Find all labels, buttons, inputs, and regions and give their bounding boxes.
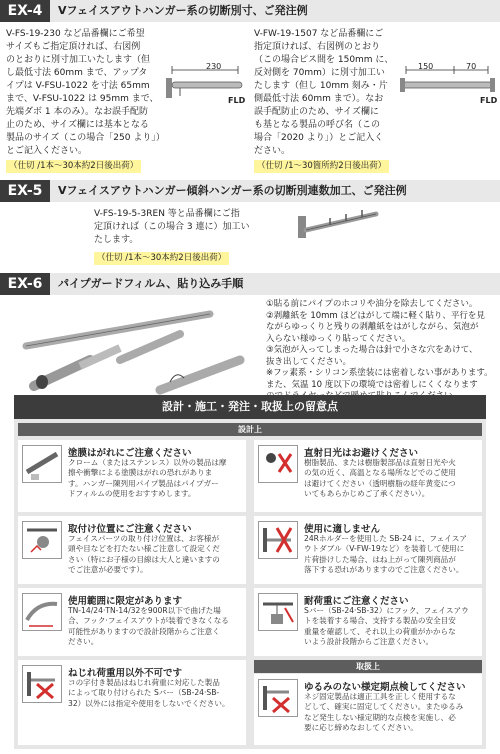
caution-body-twist: コの字付き製品はねじれ荷重に対応した製品 によって取り付けられた Sバー（SB-24·SB- 32）以外には指定や使用をしないでください。 [68, 678, 230, 708]
ex5-tag: EX-5 [0, 180, 50, 202]
caution-body-unsuitable: 24Rホルダーを使用した SB-24 に、フェイスア ウトダブル（V-FW-19など）を装着して使用に 片荷掛けした場合、はね上がって陳列商品が 落下する恐れがありますのでご注意ください。 [304, 534, 467, 574]
ex4-left-dim: 230 [206, 62, 222, 71]
ex4-right-dim2: 70 [466, 62, 477, 71]
ex6-step-3: ③気泡が入ってしまった場合は針で小さな穴をあけて、 抜き出してください。 [266, 345, 478, 367]
sun-warning-icon [258, 445, 298, 483]
ex6-title: パイプガードフィルム、貼り込み手順 [58, 277, 244, 290]
caution-body-coating: クローム（またはステンレス）以外の製品は摩 擦や衝撃による塗膜はがれの恐れがありま す。ハンガー陳列用パイプ製品はパイプガー ドフィルムの使用をおすすめします。 [68, 458, 227, 498]
ex6-step-1: ①貼る前にパイプのホコリや油分を除去してください。 [266, 299, 478, 309]
ex4-header [0, 0, 500, 22]
caution-body-inspection: ネジ固定製品は適正工具を正しく使用するな どして、確実に固定してください。またゆるみ など発生しない様定期的な点検を実施し、必 要に応じ締めなおしてください。 [304, 692, 464, 732]
ex5-header [0, 180, 500, 202]
ex4-left-note: （仕切 /1本～30本約2日後出荷） [6, 160, 141, 173]
ex6-step-2: ②剥離紙を 10mm ほどはがして端に軽く貼り、平行を見 ながらゆっくりと残りの剥離紙をはがしながら、気泡が 入らない様ゆっくり貼ってください。 [266, 310, 485, 344]
caution-title-coating: 塗膜はがれにご注意ください [68, 448, 192, 459]
ex4-right-text: V-FW-19-1507 など品番欄にご 指定頂ければ、右図例のとおり （この場合ピス間を 150mm に、 反対側を 70mm）に別寸加工い たします（但し 10mm 刻み・片 側最低寸法 60mm まで）。なお 誤手配防止のため、サイズ欄に も基となる製品の呼び名（この 場合「2020 より」）とご記入く ださい。 [254, 29, 394, 156]
ex4-tag: EX-4 [0, 0, 50, 22]
caution-panel [14, 395, 486, 749]
bent-pipe-icon [22, 593, 62, 631]
caution-body-sunlight: 樹脂製品、または樹脂製部品は直射日光や火 の気の近く、高温となる場所などでのご使用 は避けてください（透明樹脂の経年黄変につ いてもあらかじめご了承ください）。 [304, 458, 456, 498]
handling-band: 取扱上 [254, 660, 482, 673]
ex6-header [0, 273, 500, 295]
load-weight-icon [258, 593, 298, 631]
caution-title-position: 取付け位置にご注意ください [68, 524, 192, 535]
caution-title-load: 耐荷重にご注意ください [304, 596, 409, 607]
caution-title-twist: ねじれ荷重用以外不可です [68, 668, 183, 679]
ex5-title: Vフェイスアウトハンガー傾斜ハンガー系の切断別連数加工、ご発注例 [58, 184, 407, 197]
caution-title-inspection: ゆるみのない様定期点検してください [304, 682, 466, 693]
design-band: 設計上 [18, 423, 482, 436]
ex5-note: （仕切 /1本～30本約2日後出荷） [94, 252, 229, 265]
ex4-left-fld: FLD [228, 96, 246, 105]
caution-body-load: Sバー（SB-24·SB-32）にフック、フェイスアウ トを装着する場合、支持する製品の安全目安 重量を確認して、それ以上の荷重がかからな いよう設計段階からご注意ください。 [304, 606, 469, 646]
ex4-right-dim1: 150 [418, 62, 434, 71]
ex4-right-note: （仕切 /1～30箇所約2日後出荷） [254, 160, 389, 173]
ex4-right-fld: FLD [480, 96, 498, 105]
ex5-text: V-FS-19-5-3REN 等と品番欄にご指 定頂ければ（この場合 3 連に）加工い たします。 [94, 209, 250, 245]
caution-title: 設計・施工・発注・取扱上の留意点 [14, 395, 486, 419]
caution-body-range: TN-14/24·TN-14/32を900R以下で曲げた場 合、フック·フェイスアウトが装着できなくなる 可能性がありますので設計段階からご注意く ださい。 [68, 606, 229, 646]
pipe-coating-icon [22, 445, 62, 483]
twist-load-icon [22, 665, 62, 703]
ex4-title: Vフェイスアウトハンガー系の切断別寸、ご発注例 [58, 4, 308, 17]
ex6-steps [266, 299, 496, 403]
caution-body-position: フェイスパーツの取り付け位置は、お客様が 頭や目などを打たない様ご注意して設定くだ さい（特にお子様の目線は大人と違いますの でご注意が必要です）。 [68, 534, 220, 574]
caution-title-sunlight: 直射日光はお避けください [304, 448, 419, 459]
ex4-left-text: V-FS-19-230 など品番欄にご希望 サイズもご指定頂ければ、右図例 のとおりに別寸加工いたします（但 し最低寸法 60mm まで、アップタ イプは V-FSU-1022 を寸法 65mm まで、V-FSU-1022 は 95mm まで、 先端ダボ 1 本のみ）。なお誤手配防 止のため、サイズ欄には基本となる 製品のサイズ（この場合「250 より」） とご記入ください。 [6, 29, 165, 156]
ex5-diagram [296, 202, 386, 252]
caution-title-range: 使用範囲に限定があります [68, 596, 183, 607]
caution-title-unsuitable: 使用に適しません [304, 524, 381, 535]
head-hit-icon [22, 521, 62, 559]
ex6-tag: EX-6 [0, 273, 50, 295]
loose-screw-icon [258, 679, 298, 717]
hanger-cross-icon [258, 521, 298, 559]
ex6-step-note: ※フッ素系・シリコン系塗装には密着しない事があります。 また、気温 10 度以下の環境では密着しにくくなります [266, 368, 493, 390]
ex6-pipe-illustration [20, 300, 260, 395]
